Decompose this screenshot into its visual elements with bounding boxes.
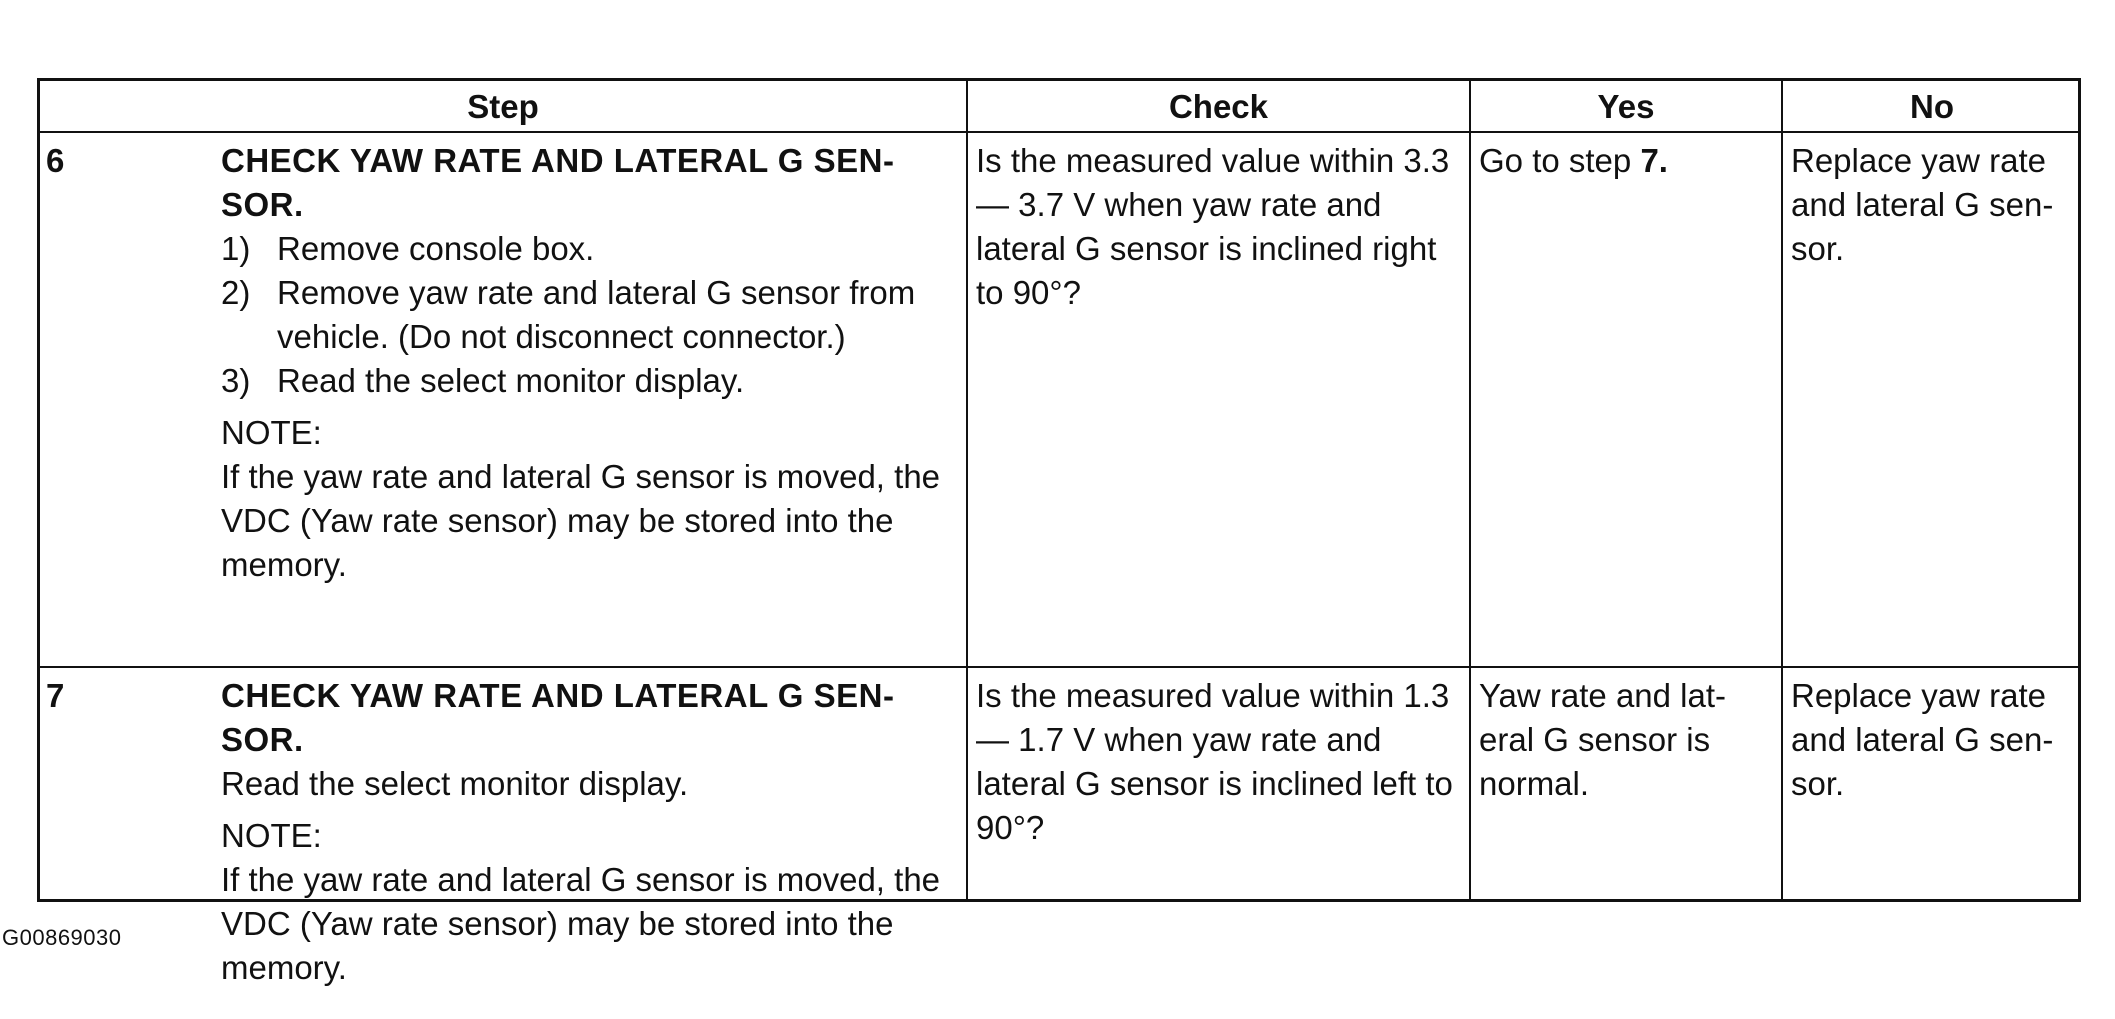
check-cell xyxy=(966,133,1469,666)
list-item-number: 1) xyxy=(221,230,251,267)
yes-step-ref: 7. xyxy=(1640,142,1668,179)
header-check: Check xyxy=(966,81,1469,131)
note-label: NOTE: xyxy=(221,414,322,451)
yes-cell xyxy=(1469,133,1781,666)
list-item-number: 2) xyxy=(221,274,251,311)
step-title-line2: SOR. xyxy=(221,186,304,223)
procedure-text: Read the select monitor display. xyxy=(221,765,689,802)
table-header-row xyxy=(40,81,2078,133)
list-item xyxy=(221,227,959,271)
check-text: Is the measured value within 3.3 — 3.7 V when yaw rate and lateral G sensor is inclined right to 90°? xyxy=(976,142,1450,311)
note-text: If the yaw rate and lateral G sensor is moved, the VDC (Yaw rate sensor) may be stored into the memory. xyxy=(221,861,941,986)
list-item xyxy=(221,359,959,403)
step-title-line1: CHECK YAW RATE AND LATERAL G SEN- xyxy=(221,142,895,179)
check-cell xyxy=(966,668,1469,902)
step-body xyxy=(221,674,959,990)
header-yes: Yes xyxy=(1469,81,1781,131)
procedure-list xyxy=(221,227,959,403)
no-text: Replace yaw rate and lateral G sen- sor. xyxy=(1791,142,2054,267)
note-text: If the yaw rate and lateral G sensor is moved, the VDC (Yaw rate sensor) may be stored into the memory. xyxy=(221,458,941,583)
figure-code: G00869030 xyxy=(2,925,122,950)
header-no: No xyxy=(1781,81,2081,131)
yes-cell xyxy=(1469,668,1781,902)
list-item-text: Remove yaw rate and lateral G sensor from vehicle. (Do not disconnect connector.) xyxy=(277,274,916,355)
yes-prefix: Go to step xyxy=(1479,142,1641,179)
step-title-line2: SOR. xyxy=(221,721,304,758)
step-cell xyxy=(40,133,966,666)
step-number: 6 xyxy=(46,142,65,179)
yes-text: Yaw rate and lat- eral G sensor is normal. xyxy=(1479,677,1727,802)
table-row xyxy=(40,133,2078,668)
list-item-text: Read the select monitor display. xyxy=(277,362,745,399)
no-cell xyxy=(1781,668,2081,902)
check-text: Is the measured value within 1.3 — 1.7 V when yaw rate and lateral G sensor is inclined left to 90°? xyxy=(976,677,1453,846)
step-body xyxy=(221,139,959,587)
step-title xyxy=(221,139,959,227)
list-item-text: Remove console box. xyxy=(277,230,595,267)
step-number: 7 xyxy=(46,677,65,714)
header-step: Step xyxy=(467,88,539,125)
note-label: NOTE: xyxy=(221,817,322,854)
step-title xyxy=(221,674,959,762)
yes-text xyxy=(1479,139,1775,183)
step-title-line1: CHECK YAW RATE AND LATERAL G SEN- xyxy=(221,677,895,714)
no-cell xyxy=(1781,133,2081,666)
no-text: Replace yaw rate and lateral G sen- sor. xyxy=(1791,677,2054,802)
list-item xyxy=(221,271,959,359)
list-item-number: 3) xyxy=(221,362,251,399)
